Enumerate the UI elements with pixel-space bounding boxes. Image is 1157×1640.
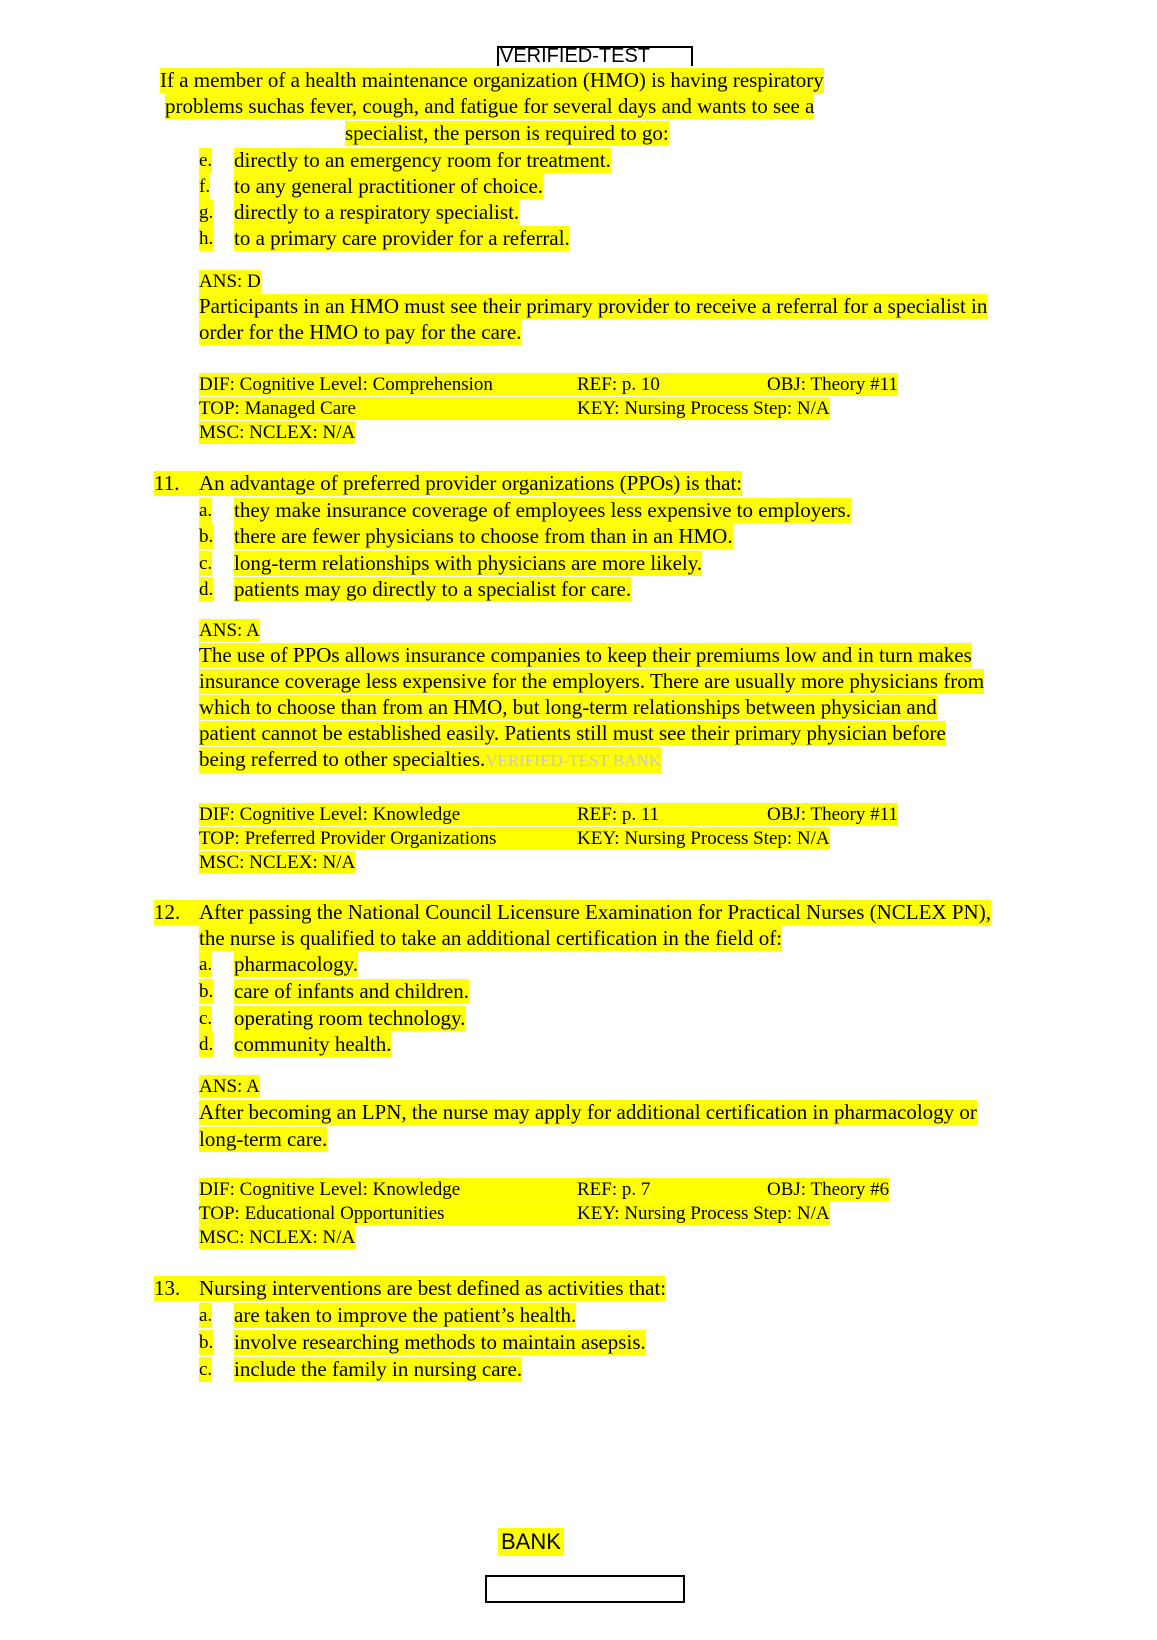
header-label: VERIFIED-TEST [500, 45, 651, 67]
q10-obj: OBJ: Theory #11 [767, 374, 898, 395]
footer-label: BANK [498, 1528, 564, 1556]
q12-top: TOP: Educational Opportunities [199, 1202, 577, 1225]
q10-option-text: directly to a respiratory specialist. [234, 200, 520, 224]
q12-option-text: care of infants and children. [234, 979, 469, 1003]
q11-stem-line: An advantage of preferred provider organizations (PPOs) is that: [199, 471, 743, 495]
q11-top: TOP: Preferred Provider Organizations [199, 827, 577, 850]
watermark: VERIFIED-TEST BANK [485, 751, 662, 770]
q10-answer: ANS: D [199, 271, 261, 292]
q11-key: KEY: Nursing Process Step: N/A [577, 828, 830, 849]
q12-option-text: community health. [234, 1032, 392, 1056]
q12-dif: DIF: Cognitive Level: Knowledge [199, 1178, 577, 1201]
q11-number: 11. [154, 471, 199, 496]
q12-stem-line: After passing the National Council Licensure Examination for Practical Nurses (NCLEX PN), [199, 900, 991, 924]
q11-option-text: long-term relationships with physicians are more likely. [234, 551, 703, 575]
q11-rationale-last: being referred to other specialties. [199, 747, 486, 771]
q10-top: TOP: Managed Care [199, 397, 577, 420]
q10-rationale-line: Participants in an HMO must see their primary provider to receive a referral for a specialist in [199, 294, 988, 318]
q11-option-letter: b. [199, 526, 214, 547]
q10-option-letter: g. [199, 202, 214, 223]
q12-option-letter: b. [199, 981, 214, 1002]
q11-dif: DIF: Cognitive Level: Knowledge [199, 803, 577, 826]
q13-stem-line: Nursing interventions are best defined as activities that: [199, 1276, 667, 1300]
q11-msc: MSC: NCLEX: N/A [199, 852, 356, 873]
q12-answer: ANS: A [199, 1076, 260, 1097]
q12-rationale-line: long-term care. [199, 1127, 328, 1151]
q13-option-text: include the family in nursing care. [234, 1357, 523, 1381]
q12-option-text: pharmacology. [234, 952, 359, 976]
q13-option-letter: a. [199, 1305, 213, 1326]
q11-option-text: they make insurance coverage of employees less expensive to employers. [234, 498, 851, 522]
q11-option-letter: a. [199, 500, 213, 521]
q12-stem-line: the nurse is qualified to take an additional certification in the field of: [199, 926, 783, 950]
q12-ref: REF: p. 7 [577, 1178, 767, 1201]
q11-rationale-line: insurance coverage less expensive for the employers. There are usually more physicians from [199, 669, 985, 693]
q13-number: 13. [154, 1276, 199, 1301]
footer-box [485, 1575, 685, 1603]
q11-rationale-line: The use of PPOs allows insurance companies to keep their premiums low and in turn makes [199, 643, 972, 667]
q13-option-text: are taken to improve the patient’s health. [234, 1303, 577, 1327]
q12-option-letter: d. [199, 1034, 214, 1055]
q12-number: 12. [154, 900, 199, 925]
q11-option-text: patients may go directly to a specialist for care. [234, 577, 632, 601]
q10-stem-line-1: If a member of a health maintenance organization (HMO) is having respiratory [160, 68, 824, 92]
q12-key: KEY: Nursing Process Step: N/A [577, 1203, 830, 1224]
q12-msc: MSC: NCLEX: N/A [199, 1227, 356, 1248]
q11-option-text: there are fewer physicians to choose from than in an HMO. [234, 524, 733, 548]
q12-option-text: operating room technology. [234, 1006, 466, 1030]
q10-option-letter: e. [199, 150, 213, 171]
q11-obj: OBJ: Theory #11 [767, 804, 898, 825]
q11-ref: REF: p. 11 [577, 803, 767, 826]
q13-option-letter: c. [199, 1359, 213, 1380]
q10-msc: MSC: NCLEX: N/A [199, 422, 356, 443]
q12-rationale-line: After becoming an LPN, the nurse may apply for additional certification in pharmacology or [199, 1100, 977, 1124]
q10-option-text: directly to an emergency room for treatment. [234, 148, 611, 172]
q10-key: KEY: Nursing Process Step: N/A [577, 398, 830, 419]
q10-stem-line-2: problems suchas fever, cough, and fatigue for several days and wants to see a [165, 94, 815, 118]
q11-rationale-line: patient cannot be established easily. Patients still must see their primary physician before [199, 721, 946, 745]
q10-ref: REF: p. 10 [577, 373, 767, 396]
q10-rationale-line: order for the HMO to pay for the care. [199, 320, 522, 344]
q13-option-letter: b. [199, 1332, 214, 1353]
q10-option-letter: h. [199, 228, 214, 249]
q11-rationale-line: which to choose than from an HMO, but long-term relationships between physician and [199, 695, 937, 719]
q13-option-text: involve researching methods to maintain asepsis. [234, 1330, 646, 1354]
q10-option-text: to any general practitioner of choice. [234, 174, 544, 198]
q12-option-letter: a. [199, 954, 213, 975]
q11-rationale-line [199, 747, 661, 773]
q10-stem-line-3: specialist, the person is required to go: [345, 121, 669, 145]
q11-option-letter: c. [199, 553, 213, 574]
q10-option-text: to a primary care provider for a referral. [234, 226, 570, 250]
q11-option-letter: d. [199, 579, 214, 600]
q10-dif: DIF: Cognitive Level: Comprehension [199, 373, 577, 396]
q10-option-letter: f. [199, 176, 211, 197]
q12-option-letter: c. [199, 1008, 213, 1029]
q11-answer: ANS: A [199, 620, 260, 641]
q12-obj: OBJ: Theory #6 [767, 1179, 890, 1200]
